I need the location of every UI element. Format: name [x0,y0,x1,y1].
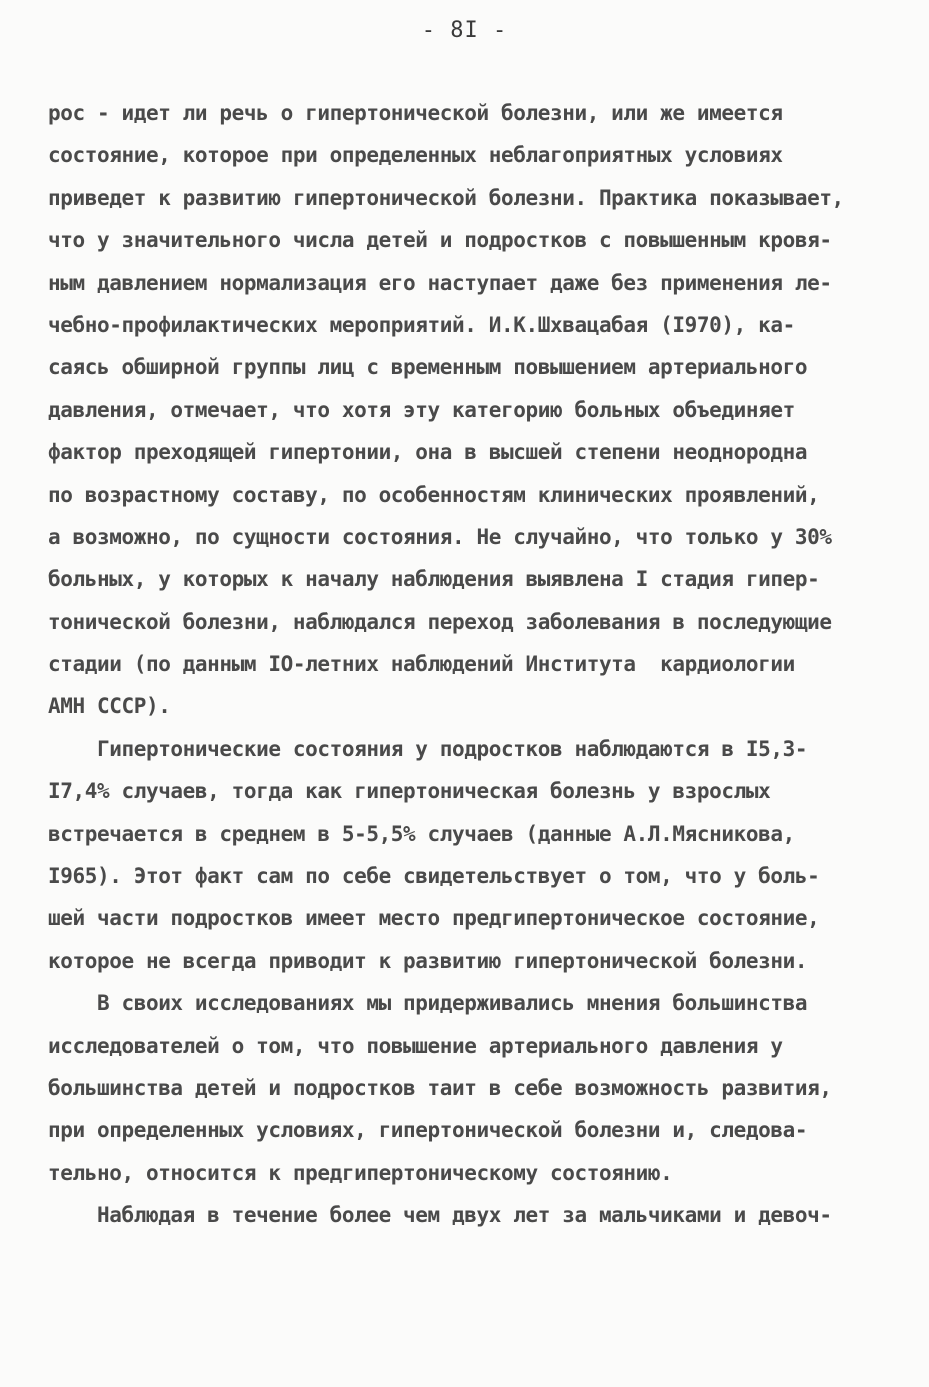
text-line: больных, у которых к началу наблюдения выявлена I стадия гипер- [48,567,820,592]
text-line: чебно-профилактических мероприятий. И.К.Шхвацабая (I970), ка- [48,312,795,337]
text-line: состояние, которое при определенных неблагоприятных условиях [48,143,783,168]
body-text [48,92,888,1237]
text-line: АМН СССР). [48,694,171,719]
text-line: давления, отмечает, что хотя эту категорию больных объединяет [48,397,795,422]
text-line: тельно, относится к предгипертоническому состоянию. [48,1160,673,1185]
text-line: саясь обширной группы лиц с временным повышением артериального [48,355,808,380]
text-line: тонической болезни, наблюдался переход заболевания в последующие [48,609,832,634]
text-line: ным давлением нормализация его наступает даже без применения ле- [48,270,832,295]
text-line: I965). Этот факт сам по себе свидетельствует о том, что у боль- [48,864,820,889]
paragraph-start-line: Гипертонические состояния у подростков наблюдаются в I5,3- [48,736,808,761]
text-line: большинства детей и подростков таит в себе возможность развития, [48,1075,832,1100]
text-line: что у значительного числа детей и подростков с повышенным кровя- [48,228,832,253]
page-number: - 8I - [421,18,508,43]
text-line: шей части подростков имеет место предгипертоническое состояние, [48,906,820,931]
text-line: стадии (по данным IO-летних наблюдений Института кардиологии [48,652,795,677]
text-line: исследователей о том, что повышение артериального давления у [48,1033,783,1058]
text-line: по возрастному составу, по особенностям клинических проявлений, [48,482,820,507]
text-line: которое не всегда приводит к развитию гипертонической болезни. [48,948,808,973]
text-line: а возможно, по сущности состояния. Не случайно, что только у 30% [48,524,832,549]
text-line: встречается в среднем в 5-5,5% случаев (данные А.Л.Мясникова, [48,821,795,846]
paragraph-start-line: Наблюдая в течение более чем двух лет за мальчиками и девоч- [48,1203,832,1228]
text-line: I7,4% случаев, тогда как гипертоническая болезнь у взрослых [48,779,771,804]
paragraph-start-line: В своих исследованиях мы придерживались мнения большинства [48,991,808,1016]
text-line: фактор преходящей гипертонии, она в высшей степени неоднородна [48,440,808,465]
text-line: рос - идет ли речь о гипертонической болезни, или же имеется [48,101,783,125]
text-line: при определенных условиях, гипертонической болезни и, следова- [48,1118,808,1143]
text-line: приведет к развитию гипертонической болезни. Практика показывает, [48,185,844,210]
